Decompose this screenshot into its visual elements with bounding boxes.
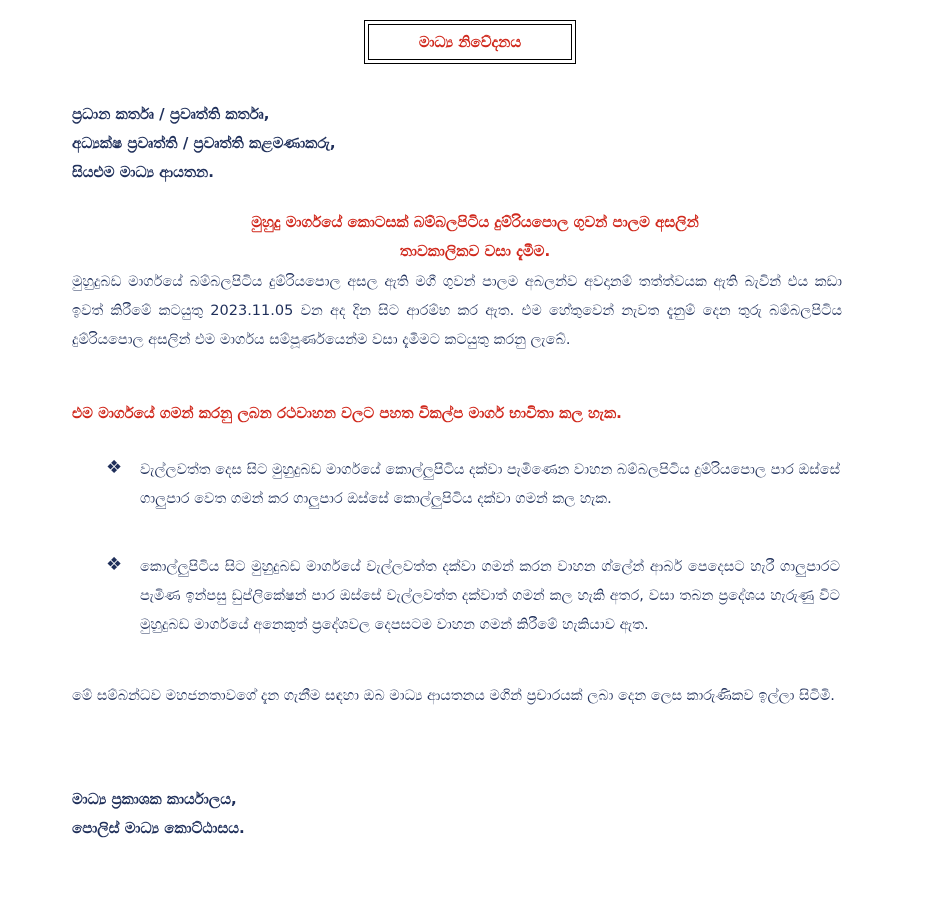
bullet-text-1: වැල්ලවත්ත දෙස සිට මුහුදුබඩ මාර්ගයේ කොල්ලුපිටිය දක්වා පැමිණෙන වාහන බම්බලපිටිය දුම්රියපොල පාර ඔස්සේ ගාලුපාර වෙත ගමන් කර ගාලුපාර ඔස්සේ කොල්ලුපිටිය දක්වා ගමන් කල හැක. [140,462,840,507]
signature-line-1: මාධ්‍ය ප්‍රකාශක කාර්යාලය, [72,790,237,808]
subject-line-1: මුහුදු මාර්ගයේ කොටසක් බම්බලපිටිය දුම්රියපොල ගුවන් පාලම අසලින් [251,213,699,231]
addressee-line-1: ප්‍රධාන කර්තෘ / ප්‍රවෘත්ති කර්තෘ, [72,105,270,123]
addressee-line-2: අධ්‍යක්ෂ ප්‍රවෘත්ති / ප්‍රවෘත්ති කළමණාකරු, [72,134,336,152]
addressee-line-3: සියළුම මාධ්‍ය ආයතන. [72,163,214,181]
signature-line-2: පොලිස් මාධ්‍ය කොට්ඨාසය. [72,819,245,837]
body-paragraph-2: මේ සම්බන්ධව මහජනතාවගේ දැන ගැනීම සඳහා ඔබ මාධ්‍ය ආයතනය මගින් ප්‍රචාරයක් ලබා දෙන ලෙස කාරුණිකව ඉල්ලා සිටිමි. [72,688,835,704]
alternative-routes-heading: එම මාර්ගයේ ගමන් කරනු ලබන රථවාහන වලට පහත විකල්ප මාර්ග භාවිතා කල හැක. [72,404,622,422]
subject-heading [110,208,840,266]
body-paragraph-1: මුහුදුබඩ මාර්ගයේ බම්බලපිටිය දුම්රියපොල අසල ඇති මගී ගුවන් පාලම අබලන්ව අවදානම් තත්ත්වයක ඇති බැවින් එය කඩා ඉවත් කිරීමේ කටයුතු 2023.11.05 වන අද දින සිට ආරම්භ කර ඇත. එම හේතුවෙන් නැවත දැනුම් දෙන තුරු බම්බලපිටිය දුම්රියපොල අසලින් එම මාර්ගය සම්පූර්ණයෙන්ම වසා දැමීමට කටයුතු කරනු ලැබේ. [72,274,842,348]
title-box [364,20,576,64]
subject-line-2: තාවකාලිකව වසා දැමීම. [399,242,551,260]
addressee-block [72,100,336,187]
diamond-bullet-icon: ❖ [106,554,123,575]
bullet-text-2: කොල්ලුපිටිය සිට මුහුදුබඩ මාර්ගයේ වැල්ලවත්ත දක්වා ගමන් කරන වාහන ග්ලේන් ආබර් පෙදෙසට හැරී ගාලුපාරට පැමිණ ඉන්පසු ඩුප්ලිකේෂන් පාර ඔස්සේ වැල්ලවත්ත දක්වාත් ගමන් කල හැකි අතර, වසා තබන ප්‍රදේශය හැරුණු විට මුහුදුබඩ මාර්ගයේ අනෙකුත් ප්‍රදේශවල දෙපසටම වාහන ගමන් කිරීමේ හැකියාව ඇත. [140,559,840,633]
signature-block [72,785,245,843]
document-title: මාධ්‍ය නිවේදනය [418,33,522,51]
diamond-bullet-icon: ❖ [106,457,123,478]
